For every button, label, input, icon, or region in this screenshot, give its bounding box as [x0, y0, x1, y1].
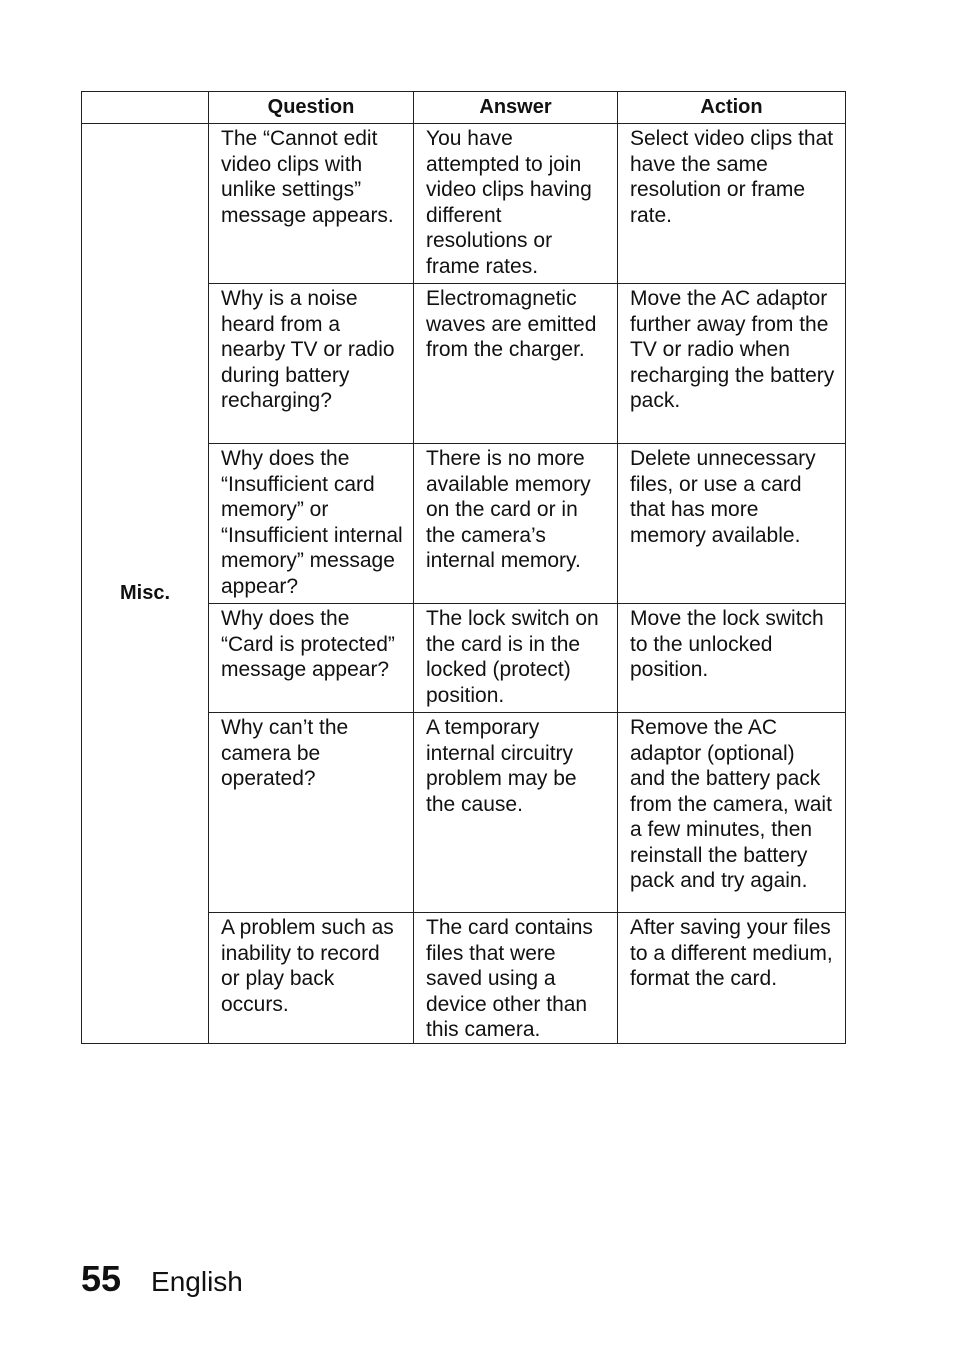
header-category: [82, 92, 209, 124]
language-label: English: [151, 1266, 243, 1297]
answer-cell: Electromagnetic waves are emitted from the charger.: [414, 284, 618, 444]
header-action: Action: [618, 92, 846, 124]
question-cell: A problem such as inability to record or play back occurs.: [209, 913, 414, 1044]
question-cell: Why does the “Card is protected” message appear?: [209, 604, 414, 713]
table-row: [82, 124, 846, 284]
header-question: Question: [209, 92, 414, 124]
page-footer: [81, 1258, 243, 1300]
answer-cell: You have attempted to join video clips having different resolutions or frame rates.: [414, 124, 618, 284]
answer-cell: The lock switch on the card is in the locked (protect) position.: [414, 604, 618, 713]
action-cell: Move the lock switch to the unlocked position.: [618, 604, 846, 713]
question-cell: Why does the “Insufficient card memory” or “Insufficient internal memory” message appear?: [209, 444, 414, 604]
answer-cell: There is no more available memory on the card or in the camera’s internal memory.: [414, 444, 618, 604]
question-cell: Why can’t the camera be operated?: [209, 713, 414, 913]
page-number: 55: [81, 1258, 122, 1299]
table-header-row: [82, 92, 846, 124]
question-cell: Why is a noise heard from a nearby TV or radio during battery recharging?: [209, 284, 414, 444]
action-cell: Delete unnecessary files, or use a card that has more memory available.: [618, 444, 846, 604]
action-cell: Select video clips that have the same resolution or frame rate.: [618, 124, 846, 284]
answer-cell: The card contains files that were saved using a device other than this camera.: [414, 913, 618, 1044]
action-cell: Remove the AC adaptor (optional) and the battery pack from the camera, wait a few minutes, then reinstall the battery pack and try again.: [618, 713, 846, 913]
troubleshooting-table: [81, 91, 846, 1044]
question-cell: The “Cannot edit video clips with unlike settings” message appears.: [209, 124, 414, 284]
header-answer: Answer: [414, 92, 618, 124]
action-cell: After saving your files to a different medium, format the card.: [618, 913, 846, 1044]
action-cell: Move the AC adaptor further away from the TV or radio when recharging the battery pack.: [618, 284, 846, 444]
answer-cell: A temporary internal circuitry problem may be the cause.: [414, 713, 618, 913]
category-cell: Misc.: [82, 124, 209, 1044]
